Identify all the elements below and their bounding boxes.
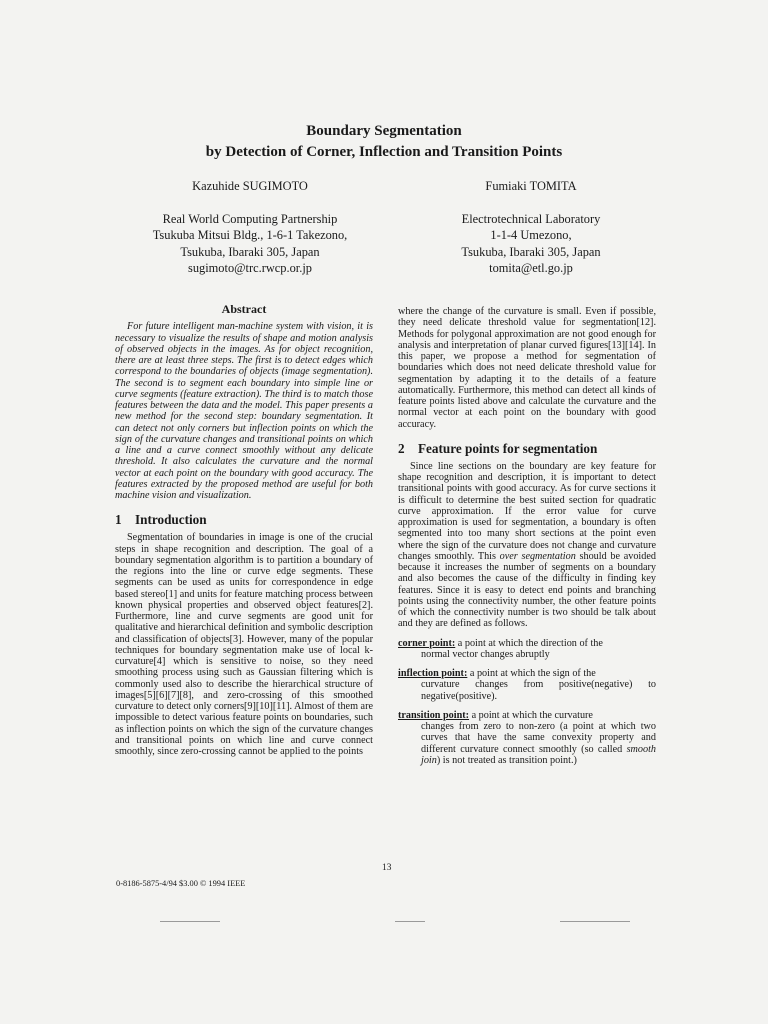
introduction-continuation: where the change of the curvature is small. Even if possible, they need delicate threshold value for segmentation[12]. Methods for polygonal approximation are not good enough for analysis and interpretation of planar curved figures[13][14]. In this paper, we propose a method for segmentation of boundaries which does not need delicate threshold value for segmentation by adapting it to the details of a feature automatically. Furthermore, this method can detect all kinds of feature points listed above and calculate the curvature and the normal vector at each point on the boundary with good accuracy. (398, 306, 656, 430)
feature-points-text (398, 461, 656, 630)
section-heading-feature-points (398, 441, 656, 457)
definition-corner-point (398, 638, 656, 661)
definition-term: corner point: (398, 637, 456, 649)
definition-inflection-point (398, 668, 656, 702)
author-block-2 (426, 178, 636, 277)
emphasis-run: smooth join (421, 743, 656, 766)
definition-continuation: curvature changes from positive(negative) to negative(positive). (421, 679, 656, 702)
section-title: Introduction (135, 512, 207, 528)
author-name: Kazuhide SUGIMOTO (192, 179, 308, 193)
author-name: Fumiaki TOMITA (485, 179, 577, 193)
introduction-text: Segmentation of boundaries in image is one of the crucial steps in shape recognition and description. The goal of a boundary segmentation algorithm is to partition a boundary of the regions into the line or curve edge segments. These segments can be used as units for correspondence in edge based stereo[1] and units for feature matching process between known physical properties and observed object features[2]. Furthermore, line and curve segments are good unit for qualitative and hierarchical definition and symbolic description and classification of objects[3]. However, many of the popular techniques for boundary segmentation make use of local k-curvature[4] which is sensitive to noise, so they need smoothing process using such as Gaussian filtering which is commonly used also to describe the hierarchical structure of images[5][6][7][8], and zero-crossing of this smoothed curvature to detect only corners[9][10][11]. Almost of them are impossible to detect various feature points on boundaries, such as inflection points on which the sign of the curvature changes and transitional points on which line and curve connect smoothly, since zero-crossing cannot be applied to the points (115, 532, 374, 757)
text-run: should be avoided because it increases the number of segments on a boundary and also becomes the cause of the difficulty in finding key features. Since it is easy to detect end points and branching points using the connectivity number, the other feature points of which the connectivity number is two should be talk about and they are defined as follows. (398, 550, 656, 630)
definition-continuation: normal vector changes abruptly (421, 648, 550, 660)
scan-artifact-rule (160, 921, 220, 922)
author-block-1 (128, 178, 372, 277)
section-number: 2 (398, 440, 405, 456)
definition-continuation (398, 721, 656, 766)
abstract-text: For future intelligent man-machine system with vision, it is necessary to visualize the results of shape and motion analysis of observed objects in the images. As for object recognition, there are at least three steps. The first is to detect edges which correspond to the boundaries of objects (image segmentation). The second is to segment each boundary into simple line or curve segments (feature extraction). The third is to match those features between the data and the model. This paper presents a new method for the second step: boundary segmentation. It can detect not only corners but inflection points on which the sign of the curvature changes and transitional points on which a line and a curve connect smoothly without any delicate threshold. It also calculates the curvature and the normal vector at each point on the boundary with good accuracy. The features extracted by the proposed method are useful for both machine vision and visualization. (115, 321, 373, 501)
emphasis-run: over segmentation (499, 550, 576, 562)
text-run: ) is not treated as transition point.) (436, 754, 577, 766)
page-number: 13 (382, 863, 392, 873)
author-affiliation-line: Electrotechnical Laboratory (461, 211, 601, 226)
author-affiliation-line: Tsukuba, Ibaraki 305, Japan (461, 244, 601, 259)
author-affiliation-line: Real World Computing Partnership (162, 211, 338, 226)
left-column (115, 304, 373, 757)
copyright-notice: 0-8186-5875-4/94 $3.00 © 1994 IEEE (116, 879, 246, 888)
section-number: 1 (115, 512, 122, 528)
definition-term: transition point: (398, 709, 470, 721)
paper-title-line-1: Boundary Segmentation (306, 123, 462, 139)
section-heading-introduction (115, 512, 373, 528)
right-column (398, 306, 656, 766)
definition-text: a point at which the sign of the (467, 668, 596, 679)
definition-text: a point at which the direction of the (455, 637, 603, 649)
author-affiliation-line: Tsukuba Mitsui Bldg., 1-6-1 Takezono, (152, 228, 348, 243)
definition-term: inflection point: (398, 668, 468, 679)
text-run: changes from zero to non-zero (a point at which two curves that have the same convexity property and different curvature connect smoothly (so called (421, 721, 656, 755)
text-run: Since line sections on the boundary are key feature for shape recognition and description, it is important to detect transitional points with good accuracy. As for curve sections it is difficult to determine the best suited section for quadratic curve approximation. If the error value for curve approximation is used for segmentation, a boundary is often segmented into too many short sections at the point even where the sign of the curvature does not change and curvature changes smoothly. This (398, 460, 656, 562)
definition-transition-point (398, 710, 656, 766)
scan-artifact-rule (395, 921, 425, 922)
author-email: tomita@etl.go.jp (489, 261, 573, 276)
author-affiliation-line: 1-1-4 Umezono, (490, 228, 572, 243)
paper-title-line-2: by Detection of Corner, Inflection and Transition Points (205, 144, 563, 160)
scan-artifact-rule (560, 921, 630, 922)
author-affiliation-line: Tsukuba, Ibaraki 305, Japan (180, 244, 320, 259)
definition-text: a point at which the curvature (469, 709, 593, 721)
section-title: Feature points for segmentation (418, 440, 598, 456)
author-email: sugimoto@trc.rwcp.or.jp (188, 261, 312, 276)
abstract-heading: Abstract (221, 302, 267, 316)
